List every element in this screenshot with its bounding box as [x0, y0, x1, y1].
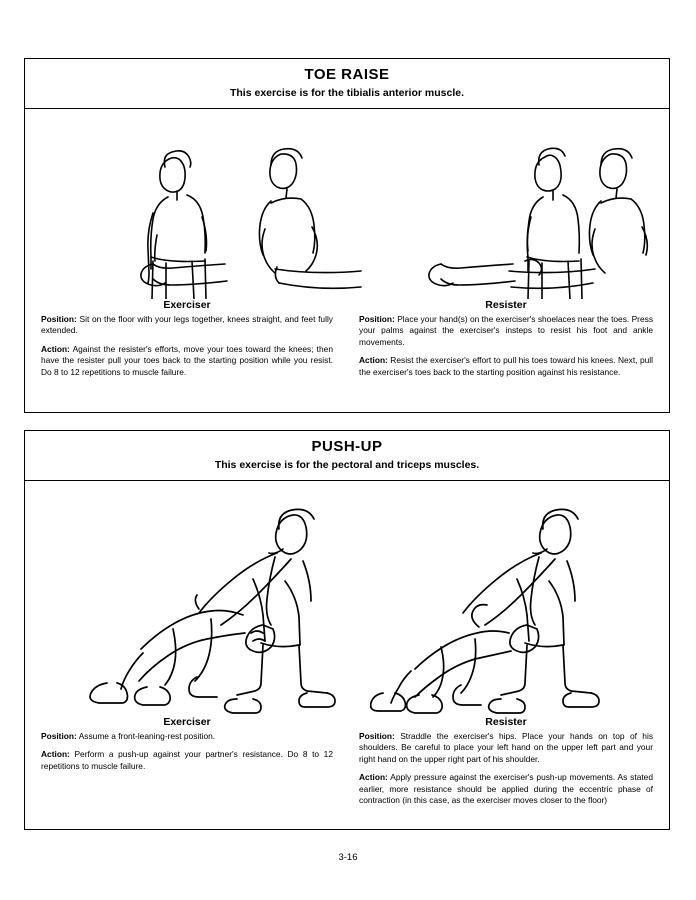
action-label: Action:	[359, 772, 388, 783]
resister-column	[347, 716, 669, 806]
action-label: Action:	[359, 355, 388, 366]
instruction-columns	[25, 299, 669, 378]
exerciser-position	[41, 314, 333, 337]
exerciser-action	[41, 344, 333, 378]
position-label: Position:	[41, 731, 77, 741]
role-label-exerciser: Exerciser	[163, 716, 211, 728]
role-label-resister: Resister	[485, 716, 527, 728]
action-text: Perform a push-up against your partner's resistance. Do 8 to 12 repetitions to muscle failure.	[41, 749, 333, 771]
position-text: Straddle the exerciser's hips. Place your hands on top of his shoulders. Be careful to place your left hand on the upper left part and your right hand on the upper right part of his shoulder.	[359, 731, 654, 764]
action-text: Apply pressure against the exerciser's push-up movements. As stated earlier, more resistance should be applied during the eccentric phase of contraction (in this case, as the exerciser moves closer to the floor)	[359, 772, 653, 806]
resister-position	[359, 731, 653, 765]
exerciser-column	[25, 299, 347, 378]
exercise-panel-push-up	[24, 430, 670, 830]
role-label-resister: Resister	[485, 299, 527, 311]
exercise-title: TOE RAISE	[304, 66, 390, 83]
action-text: Resist the exerciser's effort to pull his toes toward his knees. Next, pull the exerciser's toes back to the starting position against his resistance.	[359, 355, 653, 377]
exerciser-position	[41, 731, 333, 742]
position-text: Assume a front-leaning-rest position.	[78, 731, 216, 741]
exerciser-action	[41, 749, 333, 772]
exercise-subtitle: This exercise is for the pectoral and triceps muscles.	[214, 459, 480, 471]
position-text: Sit on the floor with your legs together, knees straight, and feet fully extended.	[41, 314, 333, 336]
exercise-title: PUSH-UP	[311, 438, 383, 455]
toe-raise-illustration	[25, 109, 669, 299]
action-text: Against the resister's efforts, move your toes toward the knees; then have the resister pull your toes back to the starting position while you resist. Do 8 to 12 repetitions to muscle failure.	[41, 343, 333, 377]
position-label: Position:	[359, 314, 395, 324]
panel-header	[25, 431, 669, 481]
resister-position	[359, 314, 653, 348]
panel-header	[25, 59, 669, 109]
exercise-subtitle: This exercise is for the tibialis anterior muscle.	[229, 87, 464, 99]
instruction-columns	[25, 716, 669, 806]
push-up-illustration	[25, 481, 669, 716]
action-label: Action:	[41, 749, 70, 760]
position-label: Position:	[359, 731, 395, 741]
exercise-panel-toe-raise	[24, 58, 670, 413]
exerciser-column	[25, 716, 347, 806]
resister-column	[347, 299, 669, 378]
resister-action	[359, 772, 653, 806]
action-label: Action:	[41, 343, 70, 354]
position-label: Position:	[41, 314, 77, 324]
role-label-exerciser: Exerciser	[163, 299, 211, 311]
position-text: Place your hand(s) on the exerciser's shoelaces near the toes. Press your palms against the exerciser's insteps to resist his foot and ankle movements.	[359, 314, 654, 347]
resister-action	[359, 355, 653, 378]
page-number: 3-16	[338, 852, 358, 863]
